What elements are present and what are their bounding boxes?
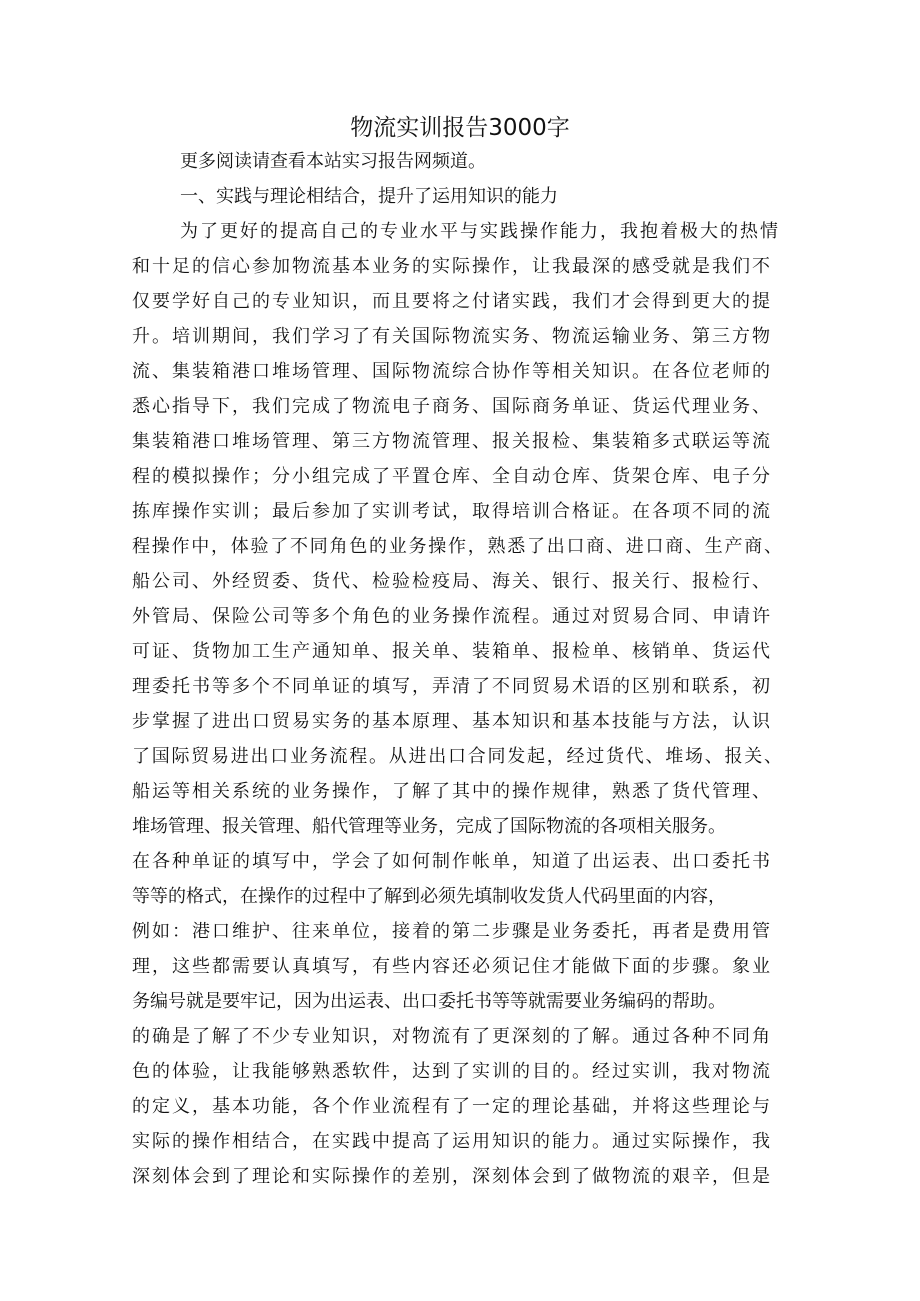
body-line: 船公司、外经贸委、货代、检验检疫局、海关、银行、报关行、报检行、 [132, 571, 772, 592]
body-line: 实际的操作相结合，在实践中提高了运用知识的能力。通过实际操作，我 [132, 1131, 772, 1152]
intro-line: 更多阅读请查看本站实习报告网频道。 [180, 151, 486, 172]
body-line: 程的模拟操作；分小组完成了平置仓库、全自动仓库、货架仓库、电子分 [132, 466, 772, 487]
body-line: 为了更好的提高自己的专业水平与实践操作能力，我抱着极大的热情 [180, 221, 780, 242]
body-line: 色的体验，让我能够熟悉软件，达到了实训的目的。经过实训，我对物流 [132, 1061, 772, 1082]
body-line: 理，这些都需要认真填写，有些内容还必须记住才能做下面的步骤。象业 [132, 956, 772, 977]
body-line: 在各种单证的填写中，学会了如何制作帐单，知道了出运表、出口委托书 [132, 851, 772, 872]
body-line: 的定义，基本功能，各个作业流程有了一定的理论基础，并将这些理论与 [132, 1096, 772, 1117]
body-line: 务编号就是要牢记，因为出运表、出口委托书等等就需要业务编码的帮助。 [132, 991, 726, 1012]
body-line: 堆场管理、报关管理、船代管理等业务，完成了国际物流的各项相关服务。 [132, 816, 726, 837]
section-heading: 一、实践与理论相结合，提升了运用知识的能力 [180, 186, 558, 207]
body-line: 流、集装箱港口堆场管理、国际物流综合协作等相关知识。在各位老师的 [132, 361, 772, 382]
body-line: 了国际贸易进出口业务流程。从进出口合同发起，经过货代、堆场、报关、 [132, 746, 784, 767]
body-line: 步掌握了进出口贸易实务的基本原理、基本知识和基本技能与方法，认识 [132, 711, 772, 732]
body-line: 升。培训期间，我们学习了有关国际物流实务、物流运输业务、第三方物 [132, 326, 772, 347]
body-line: 可证、货物加工生产通知单、报关单、装箱单、报检单、核销单、货运代 [132, 641, 772, 662]
body-line: 深刻体会到了理论和实际操作的差别，深刻体会到了做物流的艰辛，但是 [132, 1166, 772, 1187]
body-line: 仅要学好自己的专业知识，而且要将之付诸实践，我们才会得到更大的提 [132, 291, 772, 312]
body-line: 的确是了解了不少专业知识，对物流有了更深刻的了解。通过各种不同角 [132, 1026, 772, 1047]
body-line: 外管局、保险公司等多个角色的业务操作流程。通过对贸易合同、申请许 [132, 606, 772, 627]
body-line: 例如：港口维护、往来单位，接着的第二步骤是业务委托，再者是费用管 [132, 921, 772, 942]
body-line: 拣库操作实训；最后参加了实训考试，取得培训合格证。在各项不同的流 [132, 501, 772, 522]
body-line: 理委托书等多个不同单证的填写，弄清了不同贸易术语的区别和联系，初 [132, 676, 772, 697]
body-line: 船运等相关系统的业务操作，了解了其中的操作规律，熟悉了货代管理、 [132, 781, 772, 802]
body-line: 等等的格式，在操作的过程中了解到必须先填制收发货人代码里面的内容， [132, 886, 726, 907]
body-line: 悉心指导下，我们完成了物流电子商务、国际商务单证、货运代理业务、 [132, 396, 772, 417]
body-line: 集装箱港口堆场管理、第三方物流管理、报关报检、集装箱多式联运等流 [132, 431, 772, 452]
document-title: 物流实训报告3000字 [350, 115, 570, 141]
body-line: 和十足的信心参加物流基本业务的实际操作，让我最深的感受就是我们不 [132, 256, 772, 277]
body-line: 程操作中，体验了不同角色的业务操作，熟悉了出口商、进口商、生产商、 [132, 536, 784, 557]
